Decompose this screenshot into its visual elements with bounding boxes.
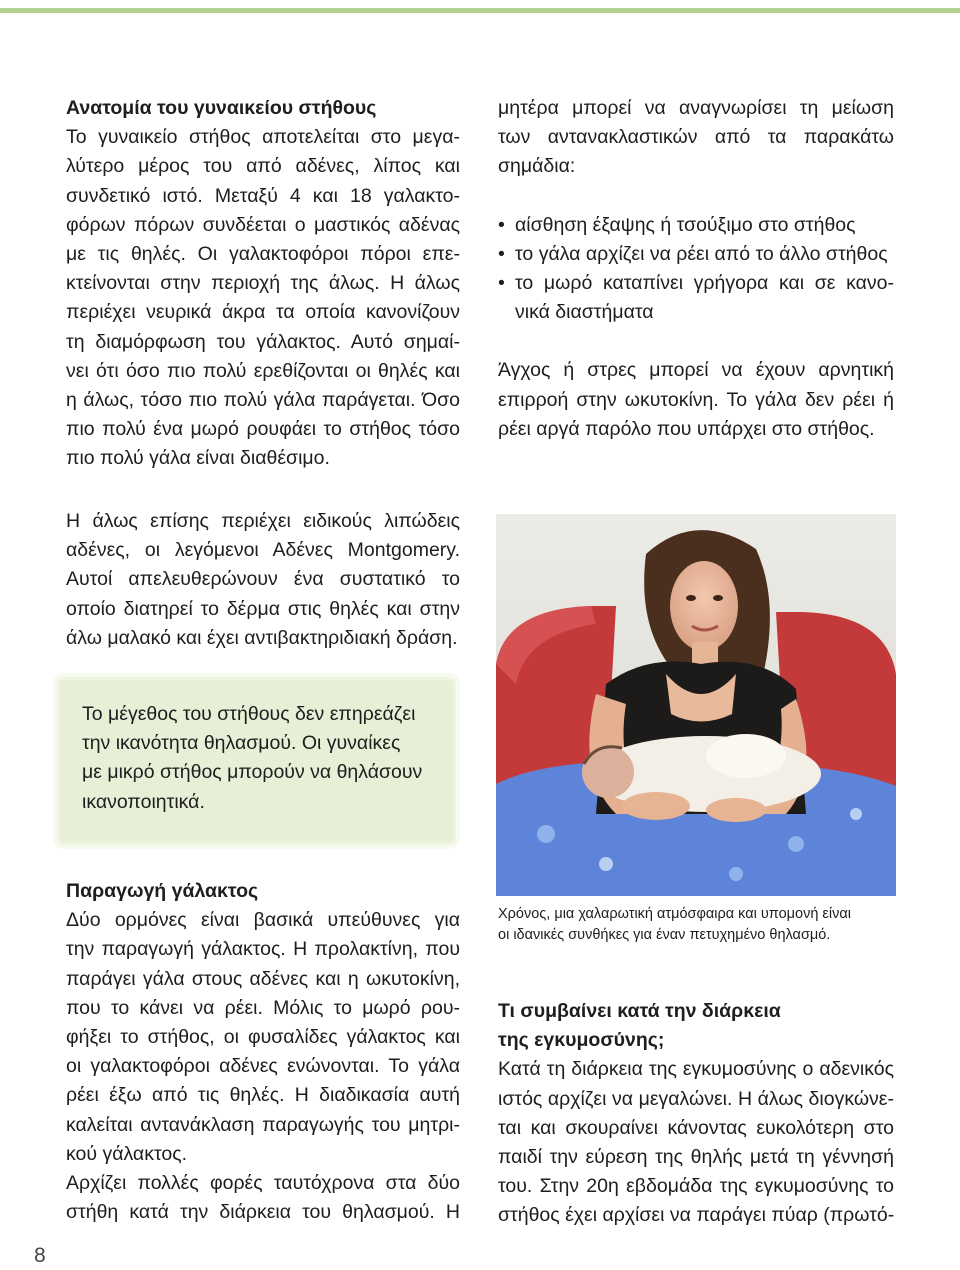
anatomy-line: κτείνονται στην περιοχή της άλως. Η άλως [66,272,460,295]
production-line: φήξει το στήθος, οι φυσαλίδες γάλακτος και [66,1026,460,1049]
montgomery-line: Η άλως επίσης περιέχει ειδικούς λιπώδεις [66,510,460,532]
reflex-signs-section [498,94,894,444]
callout-line: Το μέγεθος του στήθους δεν επηρεάζει [82,703,416,725]
reflex-intro [498,94,894,182]
montgomery-line: αδένες, οι λεγόμενοι Αδένες Montgomery. [66,539,460,562]
page-number: 8 [34,1244,46,1267]
montgomery-line: Αυτοί απελευθερώνουν ένα συστατικό το [66,568,460,591]
anatomy-line: με τις θηλές. Οι γαλακτοφόροι πόροι επε- [66,243,460,266]
caption-line: οι ιδανικές συνθήκες για έναν πετυχημένο θηλασμό. [498,927,831,943]
callout-text [82,700,442,817]
montgomery-paragraph [66,507,460,653]
photo-illustration [496,514,896,896]
production-line: κού γάλακτος. [66,1142,188,1165]
photo-caption [498,904,898,946]
anatomy-line: συνδετικό ιστό. Μεταξύ 4 και 18 γαλακτο- [66,184,460,207]
production-line: οι γαλακτοφόροι αδένες ενώνονται. Το γάλα [66,1055,460,1078]
stress-paragraph [498,356,894,444]
anatomy-line: νει ότι όσο πιο πολύ ερεθίζονται οι θηλές και [66,359,460,382]
list-item-text: • αίσθηση έξαψης ή τσούξιμο στο στήθος [515,213,856,236]
anatomy-line: η άλως, τόσο πιο πολύ γάλα παράγεται. Όσο [66,389,460,412]
stress-line: επιρροή στην ωκυτοκίνη. Το γάλα δεν ρέει ή [498,388,894,411]
pregnancy-paragraph [498,1055,894,1230]
pregnancy-line: ται και σκουραίνει κάνοντας ευκολότερη στο [498,1116,894,1139]
anatomy-heading: Ανατομία του γυναικείου στήθους [66,97,377,119]
intro-line: μητέρα μπορεί να αναγνωρίσει τη μείωση [498,97,894,119]
production-line: παράγει γάλα στους αδένες και η ωκυτοκίνη, [66,967,460,990]
stress-line: ρέει αργά παρόλο που υπάρχει στο στήθος. [498,417,875,440]
pregnancy-heading-line: της εγκυμοσύνης; [498,1029,665,1052]
callout-line: ικανοποιητικά. [82,790,205,813]
production-line: την παραγωγή γάλακτος. Η προλακτίνη, που [66,938,460,961]
pregnancy-heading-line: Τι συμβαίνει κατά την διάρκεια [498,1000,781,1022]
anatomy-line: πιο πολύ ένα μωρό ρουφάει το στήθος τόσο [66,418,460,441]
callout-line: την ικανότητα θηλασμού. Οι γυναίκες [82,732,401,755]
pregnancy-line: ιστός αρχίζει να μεγαλώνει. Η άλως διογκώνε- [498,1087,894,1110]
production-line: Αρχίζει πολλές φορές ταυτόχρονα στα δύο [66,1172,460,1195]
intro-line: σημάδια: [498,155,576,178]
pregnancy-line: του. Στην 20η εβδομάδα της εγκυμοσύνης το [498,1175,894,1198]
list-item [498,269,894,327]
signs-list [498,211,894,328]
pregnancy-section [498,997,894,1231]
production-line: καλείται αντανάκλαση παραγωγής του μητρι- [66,1113,460,1136]
stress-line: Άγχος ή στρες μπορεί να έχουν αρνητική [498,359,894,382]
anatomy-line: πιο πολύ γάλα είναι διαθέσιμο. [66,447,330,470]
production-paragraph [66,906,460,1227]
production-line: που το κάνει να ρέει. Μόλις το μωρό ρου- [66,996,460,1019]
top-accent-bar [0,8,960,13]
anatomy-paragraph [66,123,460,473]
list-item [498,211,894,240]
montgomery-line: άλω μαλακό και έχει αντιβακτηριδιακή δράση. [66,626,458,649]
anatomy-section [66,94,460,474]
anatomy-line: λύτερο μέρος του από αδένες, λίπος και [66,155,460,178]
pregnancy-line: παιδί την εύρεση της θηλής μετά τη γέννησή [498,1146,894,1169]
pregnancy-line: στήθος έχει αρχίσει να παράγει πύαρ (πρωτό- [498,1204,895,1227]
breast-size-callout [60,680,453,842]
list-item-text: • το γάλα αρχίζει να ρέει από το άλλο στήθος [515,242,888,265]
montgomery-line: οποίο διατηρεί το δέρμα στις θηλές και στην [66,597,460,620]
intro-line: των αντανακλαστικών από τα παρακάτω [498,126,894,149]
list-item-text: νικά διαστήματα [515,301,654,324]
list-item-text: • το μωρό καταπίνει γρήγορα και σε κανο- [515,272,894,295]
montgomery-section [66,507,460,653]
production-section [66,877,460,1227]
breastfeeding-photo [496,514,896,896]
anatomy-line: Το γυναικείο στήθος αποτελείται στο μεγα- [66,126,460,149]
production-line: στήθη κατά την διάρκεια του θηλασμού. Η [66,1201,460,1224]
anatomy-line: τη διαμόρφωση του γάλακτος. Αυτό σημαί- [66,330,460,353]
pregnancy-line: Κατά τη διάρκεια της εγκυμοσύνης ο αδενικός [498,1058,894,1081]
callout-line: με μικρό στήθος μπορούν να θηλάσουν [82,761,423,784]
caption-line: Χρόνος, μια χαλαρωτική ατμόσφαιρα και υπομονή είναι [498,906,851,922]
production-heading: Παραγωγή γάλακτος [66,880,259,902]
list-item [498,240,894,269]
production-line: Δύο ορμόνες είναι βασικά υπεύθυνες για [66,909,460,932]
anatomy-line: περιέχει νευρικά άκρα τα οποία κανονίζουν [66,301,460,324]
anatomy-line: φόρων πόρων συνδέεται ο μαστικός αδένας [66,213,460,236]
production-line: ρέει έξω από τις θηλές. Η διαδικασία αυτή [66,1084,460,1107]
